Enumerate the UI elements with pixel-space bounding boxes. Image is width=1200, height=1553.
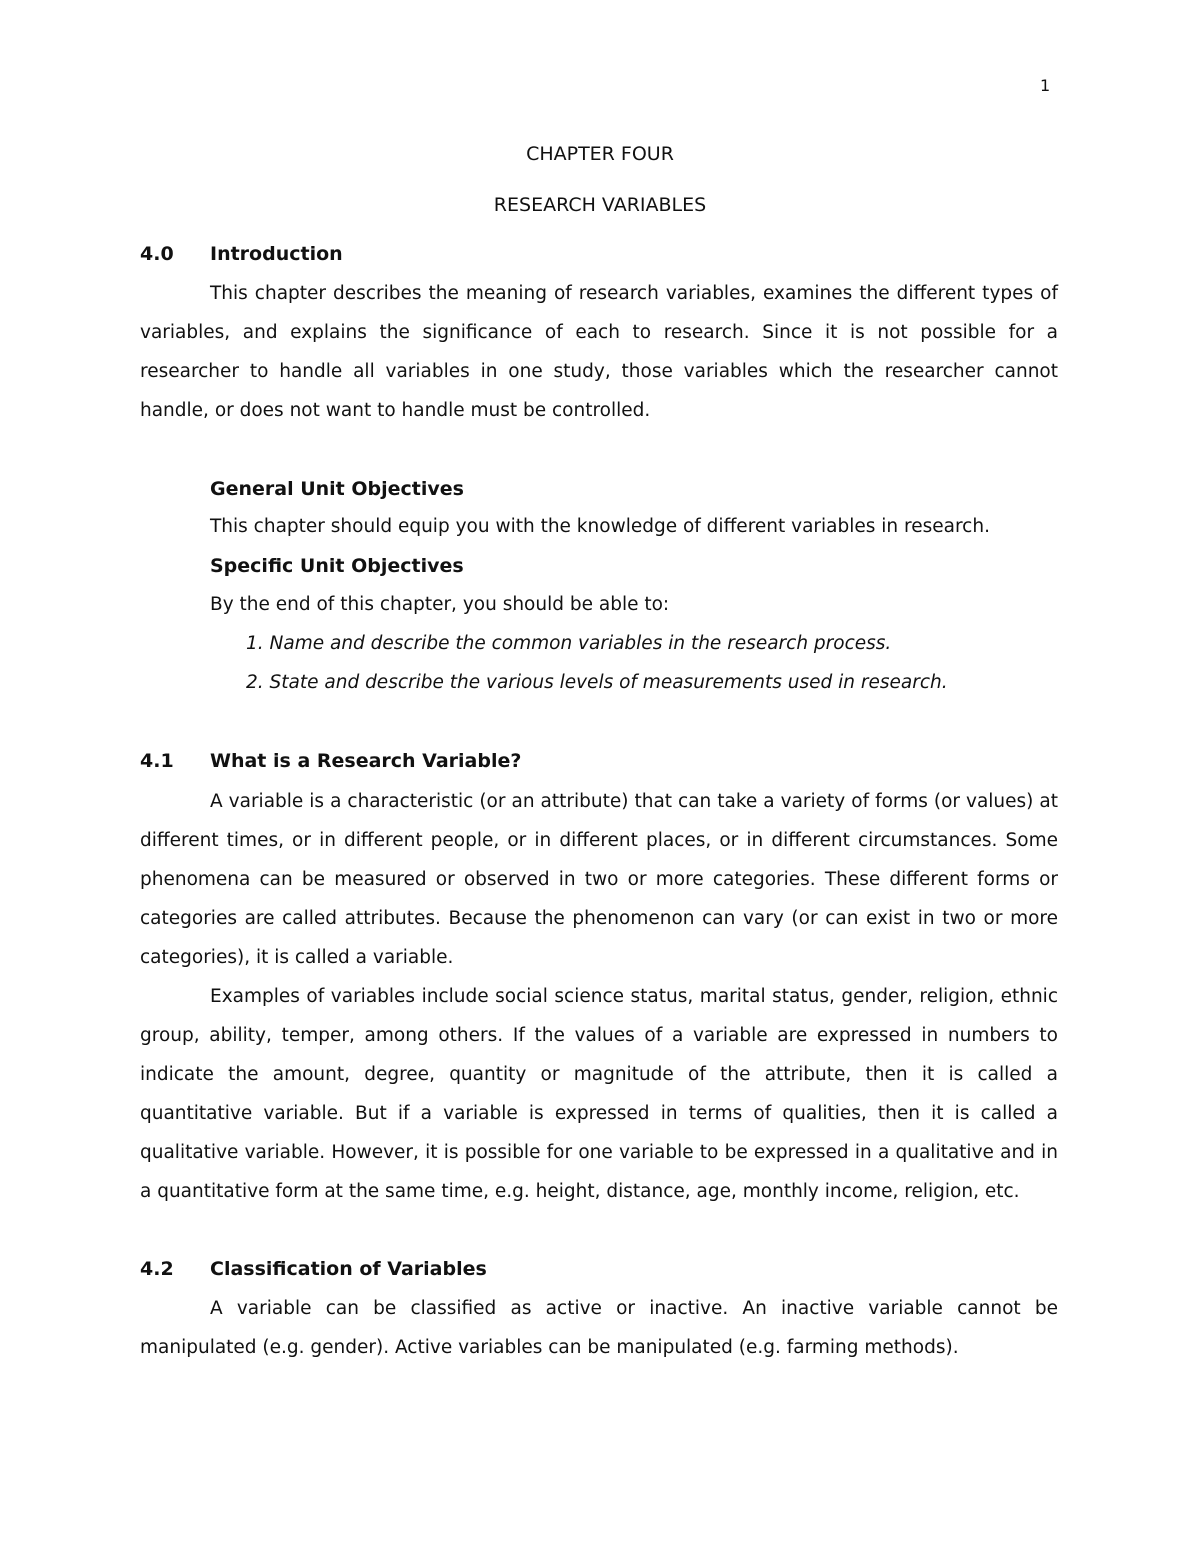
section-heading-4-0 bbox=[140, 243, 343, 265]
page-number: 1 bbox=[1040, 76, 1051, 95]
specific-objectives-intro: By the end of this chapter, you should be able to: bbox=[210, 594, 670, 615]
objective-item: 1. Name and describe the common variables in the research process. bbox=[246, 633, 892, 654]
classification-paragraph: A variable can be classified as active or inactive. An inactive variable cannot be manipulated (e.g. gender). Active variables can be manipulated (e.g. farming methods). bbox=[140, 1298, 1058, 1358]
general-objectives-text: This chapter should equip you with the knowledge of different variables in research. bbox=[210, 516, 990, 537]
general-objectives-heading: General Unit Objectives bbox=[210, 478, 464, 500]
specific-objectives-heading: Specific Unit Objectives bbox=[210, 555, 464, 577]
section-number: 4.1 bbox=[140, 750, 174, 772]
section-title: What is a Research Variable? bbox=[210, 750, 522, 772]
objective-item: 2. State and describe the various levels of measurements used in research. bbox=[246, 672, 948, 693]
section-number: 4.2 bbox=[140, 1258, 174, 1280]
chapter-title: CHAPTER FOUR bbox=[526, 143, 674, 165]
section-title: Introduction bbox=[210, 243, 343, 265]
chapter-subtitle: RESEARCH VARIABLES bbox=[493, 194, 707, 216]
variable-examples-paragraph: Examples of variables include social science status, marital status, gender, religion, ethnic group, ability, temper, among others. If the values of a variable are expressed in numbers to indicate the amount, degree, quantity or magnitude of the attribute, then it is called a quantitative variable. But if a variable is expressed in terms of qualities, then it is called a qualitative variable. However, it is possible for one variable to be expressed in a qualitative and in a quantitative form at the same time, e.g. height, distance, age, monthly income, religion, etc. bbox=[140, 986, 1058, 1202]
variable-definition-paragraph: A variable is a characteristic (or an attribute) that can take a variety of forms (or values) at different times, or in different people, or in different places, or in different circumstances. Some phenomena can be measured or observed in two or more categories. These different forms or categories are called attributes. Because the phenomenon can vary (or can exist in two or more categories), it is called a variable. bbox=[140, 791, 1058, 968]
section-title: Classification of Variables bbox=[210, 1258, 487, 1280]
introduction-paragraph: This chapter describes the meaning of research variables, examines the different types of variables, and explains the significance of each to research. Since it is not possible for a researcher to handle all variables in one study, those variables which the researcher cannot handle, or does not want to handle must be controlled. bbox=[140, 283, 1058, 421]
section-number: 4.0 bbox=[140, 243, 174, 265]
section-heading-4-1 bbox=[140, 750, 521, 772]
section-heading-4-2 bbox=[140, 1258, 487, 1280]
